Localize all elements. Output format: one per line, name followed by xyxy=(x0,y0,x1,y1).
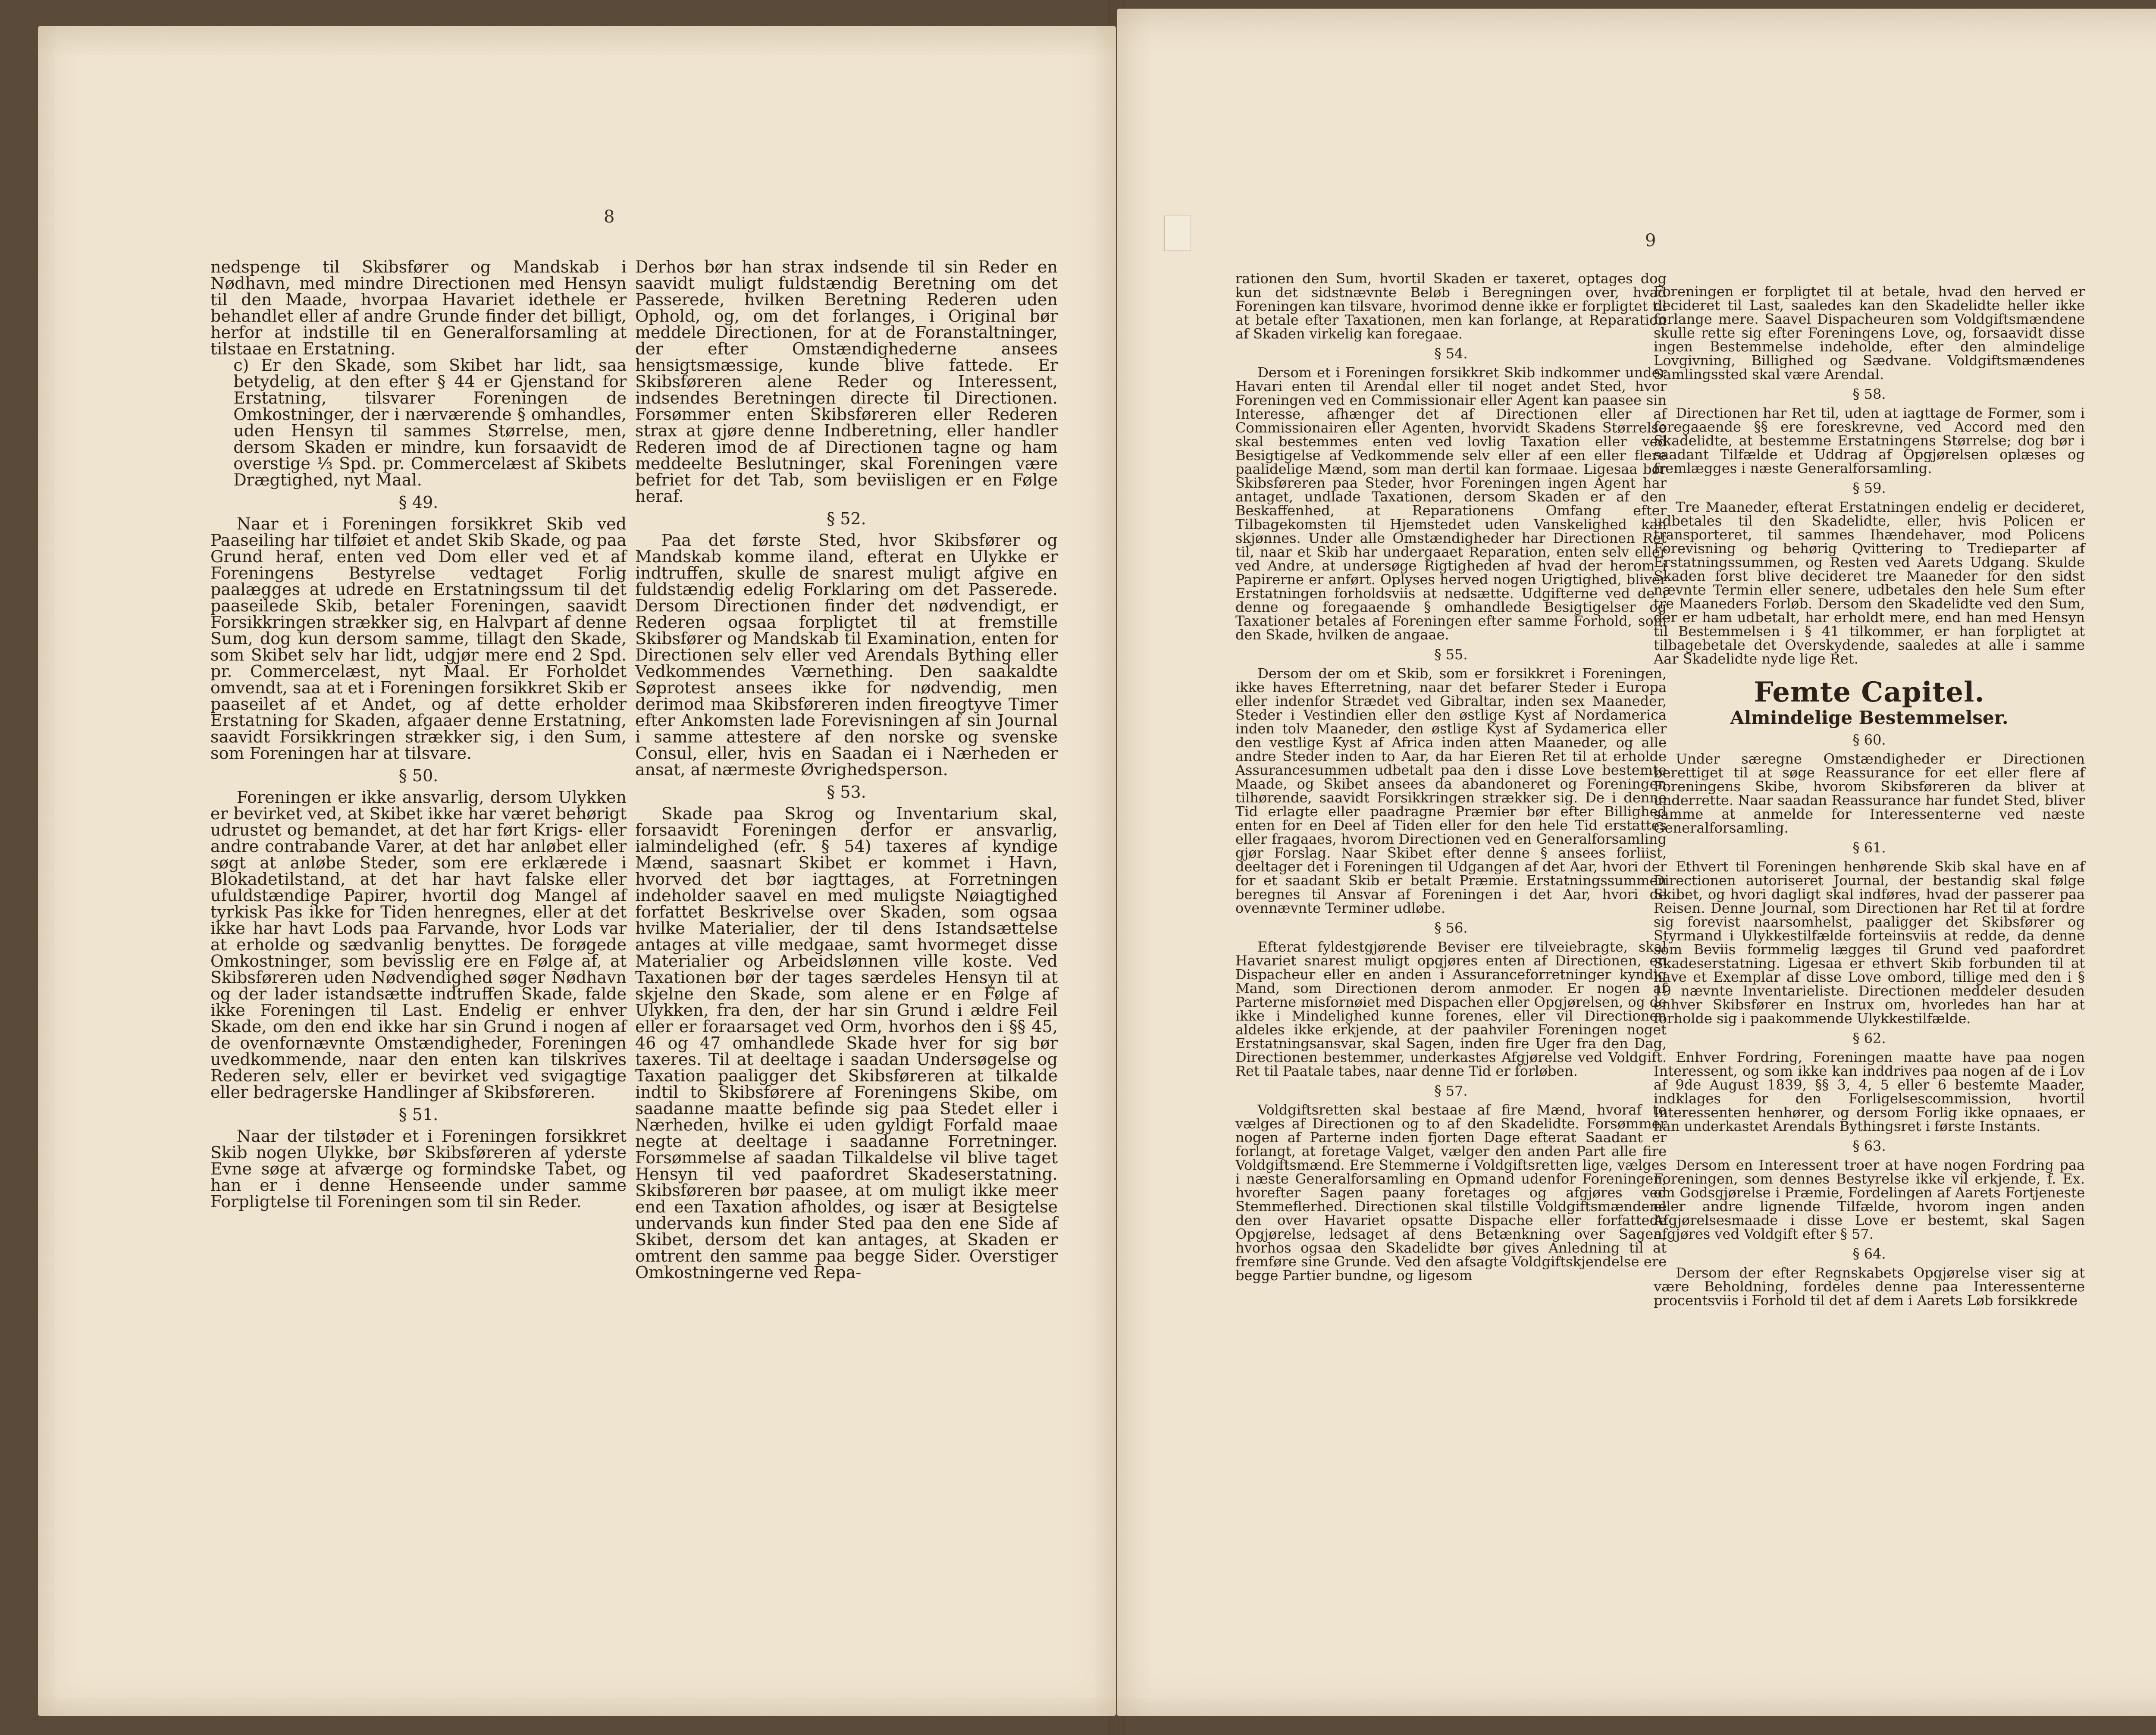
section-heading: § 61. xyxy=(1852,839,1886,856)
paragraph: Naar der tilstøder et i Foreningen forsikkret Skib nogen Ulykke, bør Skibsføreren af yderste Evne søge at afværge og formindske Tabet, og han er i denne Henseende under samme Forpligtelse til Foreningen som til sin Reder. xyxy=(210,1127,627,1211)
page-number: 8 xyxy=(604,207,615,227)
right-column-2 xyxy=(1654,285,2085,1307)
section-heading: § 53. xyxy=(827,783,866,802)
page-number: 9 xyxy=(1645,231,1656,251)
paper-tear xyxy=(1164,216,1191,251)
section-heading: § 49. xyxy=(398,493,439,512)
paragraph: Foreningen er ikke ansvarlig, dersom Ulykken er bevirket ved, at Skibet ikke har været behørigt udrustet og bemandet, at det har ført Krigs- eller andre contrabande Varer, at det har anløbet eller søgt at anløbe Steder, som ere erklærede i Blokadetilstand, at det har havt falske eller ufuldstændige Papirer, hvortil dog Mangel af tyrkisk Pas ikke for Tiden henregnes, eller at det ikke har havt Lods paa Farvande, hvor Lods var at erholde og sædvanlig benyttes. De forøgede Omkostninger, som bevisslig ere en Følge af, at Skibsføreren uden Nødvendighed søger Nødhavn og der lader istandsætte indtruffen Skade, falde ikke Foreningen til Last. Endelig er enhver Skade, om den end ikke har sin Grund i nogen af de ovenfornævnte Omstændigheder, Foreningen uvedkommende, naar den enten kan tilskrives Rederen selv, eller er bevirket ved svigagtige eller bedragerske Handlinger af Skibsføreren. xyxy=(210,788,627,1102)
section-heading: § 54. xyxy=(1434,345,1468,362)
paragraph: Foreningen er forpligtet til at betale, hvad den herved er decideret til Last, saaledes kan den Skadelidte heller ikke forlange mere. Saavel Dispacheuren som Voldgiftsmændene skulle rette sig efter Foreningens Love, og, forsaavidt disse ingen Bestemmelse indeholde, efter den almindelige Lovgivning, Billighed og Sædvane. Voldgiftsmændenes Samlingssted skal være Arendal. xyxy=(1654,283,2085,382)
paragraph: c) Er den Skade, som Skibet har lidt, saa betydelig, at den efter § 44 er Gjenstand for Erstatning, tilsvarer Foreningen de Omkostninger, der i nærværende § omhandles, uden Hensyn til sammes Størrelse, men, dersom Skaden er mindre, kun forsaavidt de overstige ⅓ Spd. pr. Commercelæst af Skibets Drægtighed, nyt Maal. xyxy=(233,356,627,489)
section-heading: § 63. xyxy=(1852,1138,1886,1154)
paragraph: Dersom der om et Skib, som er forsikkret i Foreningen, ikke haves Efterretning, naar det befarer Steder i Europa eller indenfor Strædet ved Gibraltar, inden sex Maaneder, Steder i Vestindien eller den østlige Kyst af Nordamerica inden tolv Maaneder, den østlige Kyst af Sydamerica eller den vestlige Kyst af Africa inden atten Maaneder, og alle andre Steder inden to Aar, da har Eieren Ret til at erholde Assurancesummen udbetalt paa den i disse Love bestemte Maade, og Skibet ansees da abandoneret og Foreningen tilhørende, saavidt Forsikkringen strækker sig. De i denne Tid erlagte eller paadragne Præmier bør efter Billighed enten for en Deel af Tiden eller for den hele Tid erstattes eller fragaaes, hvorom Directionen ved en Generalforsamling gjør Forslag. Naar Skibet efter denne § ansees forliist, deeltager det i Foreningen til Udgangen af det Aar, hvori der for et saadant Skib er betalt Præmie. Erstatningssummen beregnes til Ansvar af Foreningen i det Aar, hvori de ovennævnte Terminer udløbe. xyxy=(1235,665,1667,916)
section-heading: § 64. xyxy=(1852,1246,1886,1262)
paragraph: Efterat fyldestgjørende Beviser ere tilveiebragte, skal Havariet snarest muligt opgjøres enten af Directionen, en Dispacheur eller en anden i Assuranceforretninger kyndig Mand, som Directionen derom anmoder. Er nogen af Parterne misfornøiet med Dispachen eller Opgjørelsen, og de ikke i Mindelighed kunne forenes, eller vil Directionen aldeles ikke erkjende, at der paahviler Foreningen noget Erstatningsansvar, skal Sagen, inden fire Uger fra den Dag, Directionen bestemmer, underkastes Afgjørelse ved Voldgift. Ret til Paatale tabes, naar denne Tid er forløben. xyxy=(1235,939,1667,1079)
section-heading: § 60. xyxy=(1852,732,1886,748)
section-heading: § 50. xyxy=(398,766,439,785)
paragraph: Voldgiftsretten skal bestaae af fire Mænd, hvoraf to vælges af Directionen og to af den Skadelidte. Forsømmer nogen af Parterne inden fjorten Dage efterat Saadant er forlangt, at foretage Valget, vælger den anden Part alle fire Voldgiftsmænd. Ere Stemmerne i Voldgiftsretten lige, vælges i næste Generalforsamling en Opmand udenfor Foreningen, hvorefter Sagen paany foretages og afgjøres ved Stemmeflerhed. Directionen skal tilstille Voldgiftsmændene den over Havariet opsatte Dispache eller forfattede Opgjørelse, ledsaget af dens Betænkning over Sagen, hvorhos ogsaa den Skadelidte bør gives Anledning til at fremføre sine Grunde. Ved den afsagte Voldgiftskjendelse ere begge Partier bundne, og ligesom xyxy=(1235,1102,1667,1284)
paragraph: Dersom et i Foreningen forsikkret Skib indkommer under Havari enten til Arendal eller til noget andet Sted, hvor Foreningen ved en Commissionair eller Agent kan paasee sin Interesse, afhænger det af Directionen eller af Commissionairen eller Agenten, hvorvidt Skadens Størrelse skal bestemmes enten ved lovlig Taxation eller ved Besigtigelse af Vedkommende selv eller af een eller flere paalidelige Mænd, som man dertil kan formaae. Ligesaa bør Skibsføreren paa Steder, hvor Foreningen ingen Agent har antaget, undlade Taxationen, dersom Skaden er af den Beskaffenhed, at Reparationens Omfang efter Tilbagekomsten til Hjemstedet uden Vanskelighed kan skjønnes. Under alle Omstændigheder har Directionen Ret til, naar et Skib har undergaaet Reparation, enten selv eller ved Andre, at undersøge Rigtigheden af hvad der herom i Papirerne er anført. Oplyses herved nogen Urigtighed, bliver Erstatningen forholdsviis at nedsætte. Udgifterne ved de i denne og foregaaende § omhandlede Besigtigelser og Taxationer betales af Foreningen efter samme Forhold, som den Skade, hvilken de angaae. xyxy=(1235,364,1667,643)
paragraph: Skade paa Skrog og Inventarium skal, forsaavidt Foreningen derfor er ansvarlig, ialmindelighed (efr. § 54) taxeres af kyndige Mænd, saasnart Skibet er kommet i Havn, hvorved det bør iagttages, at Forretningen indeholder saavel en med muligste Nøiagtighed forfattet Beskrivelse over Skaden, som ogsaa hvilke Materialier, der til dens Istandsættelse antages at ville medgaae, samt hvormeget disse Materialier og Arbeidslønnen ville koste. Ved Taxationen bør der tages særdeles Hensyn til at skjelne den Skade, som alene er en Følge af Ulykken, fra den, der har sin Grund i ældre Feil eller er foraarsaget ved Orm, hvorhos den i §§ 45, 46 og 47 omhandlede Skade hver for sig bør taxeres. Til at deeltage i saadan Undersøgelse og Taxation paaligger det Skibsføreren at tilkalde indtil to Skibsførere af Foreningens Skibe, om saadanne maatte befinde sig paa Stedet eller i Nærheden, hvilke ei uden gyldigt Forfald maae negte at deeltage i saadanne Forretninger. Forsømmelse af saadan Tilkaldelse vil blive taget Hensyn til ved paafordret Skadeserstatning. Skibsføreren bør paasee, at om muligt ikke meer end een Taxation afholdes, og især at Besigtelse undervands kun finder Sted paa den ene Side af Skibet, dersom det kan antages, at Skaden er omtrent den samme paa begge Sider. Overstiger Omkostningerne ved Repa- xyxy=(635,804,1058,1282)
section-heading: § 51. xyxy=(398,1105,439,1124)
paragraph: Directionen har Ret til, uden at iagttage de Former, som i foregaaende §§ ere foreskrevne, ved Accord med den Skadelidte, at bestemme Erstatningens Størrelse; dog bør i saadant Tilfælde et Uddrag af Opgjørelsen oplæses og fremlægges i næste Generalforsamling. xyxy=(1654,405,2085,476)
right-column-1 xyxy=(1235,272,1667,1282)
right-page xyxy=(1117,9,2156,1716)
paragraph: Tre Maaneder, efterat Erstatningen endelig er decideret, udbetales til den Skadelidte, eller, hvis Policen er transporteret, til sammes Ihændehaver, mod Policens Forevisning og behørig Qvittering to Tredieparter af Erstatningssummen, og Resten ved Aarets Udgang. Skulde Skaden forst blive decideret tre Maaneder for den sidst nævnte Termin eller senere, udbetales den hele Sum efter tre Maaneders Forløb. Dersom den Skadelidte ved den Sum, der er ham udbetalt, har erholdt mere, end han med Hensyn til Bestemmelsen i § 41 tilkommer, er han forpligtet at tilbagebetale det Overskydende, saaledes at alle i samme Aar Skadelidte nyde lige Ret. xyxy=(1654,499,2085,667)
paragraph: nedspenge til Skibsfører og Mandskab i Nødhavn, med mindre Directionen med Hensyn til den Maade, hvorpaa Havariet idethele er behandlet eller af andre Grunde finder det billigt, herfor at indstille til en Generalforsamling at tilstaae en Erstatning. xyxy=(210,257,627,358)
chapter-title: Femte Capitel. xyxy=(1754,676,1985,708)
section-heading: § 59. xyxy=(1852,480,1886,496)
section-heading: § 62. xyxy=(1852,1030,1886,1046)
section-heading: § 58. xyxy=(1852,386,1886,402)
paragraph: Under særegne Omstændigheder er Directionen berettiget til at søge Reassurance for eet eller flere af Foreningens Skibe, hvorom Skibsføreren da bliver at underrette. Naar saadan Reassurance har fundet Sted, bliver samme at anmelde for Interessenterne ved næste Generalforsamling. xyxy=(1654,751,2085,836)
paragraph: Dersom en Interessent troer at have nogen Fordring paa Foreningen, som dennes Bestyrelse ikke vil erkjende, f. Ex. om Godsgjørelse i Præmie, Fordelingen af Aarets Fortjeneste eller andre lignende Tilfælde, hvorom ingen anden Afgjørelsesmaade i disse Love er bestemt, skal Sagen afgjøres ved Voldgift efter § 57. xyxy=(1654,1157,2085,1242)
paragraph: Derhos bør han strax indsende til sin Reder en saavidt muligt fuldstændig Beretning om det Passerede, hvilken Beretning Rederen uden Ophold, og, om det forlanges, i Original bør meddele Directionen, for at de Foranstaltninger, der efter Omstændighederne ansees hensigtsmæssige, kunde blive fattede. Er Skibsføreren alene Reder og Interessent, indsendes Beretningen directe til Directionen. Forsømmer enten Skibsføreren eller Rederen strax at gjøre denne Indberetning, eller handler Rederen imod de af Directionen tagne og ham meddeelte Beslutninger, skal Foreningen være befriet for det Tab, som beviisligen er en Følge heraf. xyxy=(635,257,1058,506)
paragraph: rationen den Sum, hvortil Skaden er taxeret, optages dog kun det sidstnævnte Beløb i Beregningen over, hvad Foreningen kan tilsvare, hvorimod denne ikke er forpligtet til at betale efter Taxationen, men kan forlange, at Reparation af Skaden virkelig kan foregaae. xyxy=(1235,270,1667,342)
section-heading: § 52. xyxy=(827,509,866,528)
paragraph: Enhver Fordring, Foreningen maatte have paa nogen Interessent, og som ikke kan inddrives paa nogen af de i Lov af 9de August 1839, §§ 3, 4, 5 eller 6 bestemte Maader, indklages for den Forligelsescommission, hvortil Interessenten henhører, og dersom Forlig ikke opnaaes, er han underkastet Arendals Bythingsret i første Instants. xyxy=(1654,1049,2085,1134)
paragraph: Paa det første Sted, hvor Skibsfører og Mandskab komme iland, efterat en Ulykke er indtruffen, skulle de snarest muligt afgive en fuldstændig edelig Forklaring om det Passerede. Dersom Directionen finder det nødvendigt, er Rederen ogsaa forpligtet til at fremstille Skibsfører og Mandskab til Examination, enten for Directionen selv eller ved Arendals Bything eller Vedkommendes Værnething. Den saakaldte Søprotest ansees ikke for nødvendig, men derimod maa Skibsføreren inden fireogtyve Timer efter Ankomsten lade Forevisningen af sin Journal i samme attestere af den norske og svenske Consul, eller, hvis en Saadan ei i Nærheden er ansat, af nærmeste Øvrighedsperson. xyxy=(635,531,1058,779)
section-heading: § 55. xyxy=(1434,646,1468,663)
paragraph: Ethvert til Foreningen henhørende Skib skal have en af Directionen autoriseret Journal, der bestandig skal følge Skibet, og hvori dagligt skal indføres, hvad der passerer paa Reisen. Denne Journal, som Directionen har Ret til at fordre sig forevist naarsomhelst, paaligger det Skibsfører og Styrmand i Ulykkestilfælde forteinsviis at redde, da denne som Beviis formmelig lægges til Grund ved paafordret Skadeserstatning. Ligesaa er ethvert Skib forbunden til at have et Exemplar af disse Love ombord, tillige med den i § 19 nævnte Inventarieliste. Directionen meddeler desuden enhver Skibsfører en Instrux om, hvorledes han har at forholde sig i paakommende Ulykkestilfælde. xyxy=(1654,858,2085,1027)
left-column-1 xyxy=(210,259,627,1210)
paragraph: Dersom der efter Regnskabets Opgjørelse viser sig at være Beholdning, fordeles denne paa Interessenterne procentsviis i Forhold til det af dem i Aarets Løb forsikkrede xyxy=(1654,1265,2085,1309)
left-column-2 xyxy=(635,259,1058,1281)
chapter-subtitle: Almindelige Bestemmelser. xyxy=(1730,707,2009,728)
section-heading: § 57. xyxy=(1434,1083,1468,1099)
paragraph: Naar et i Foreningen forsikkret Skib ved Paaseiling har tilføiet et andet Skib Skade, og paa Grund heraf, enten ved Dom eller ved et af Foreningens Bestyrelse vedtaget Forlig paalægges at udrede en Erstatningssum til det paaseilede Skib, betaler Foreningen, saavidt Forsikkringen strækker sig, en Halvpart af denne Sum, dog kun dersom samme, tillagt den Skade, som Skibet selv har lidt, udgjør mere end 2 Spd. pr. Commercelæst, nyt Maal. Er Forholdet omvendt, saa at et i Foreningen forsikkret Skib er paaseilet af et Andet, og af dette erholder Erstatning for Skaden, afgaaer denne Erstatning, saavidt Forsikkringen strækker sig, i den Sum, som Foreningen har at tilsvare. xyxy=(210,514,627,763)
section-heading: § 56. xyxy=(1434,920,1468,936)
left-page xyxy=(38,26,1116,1716)
